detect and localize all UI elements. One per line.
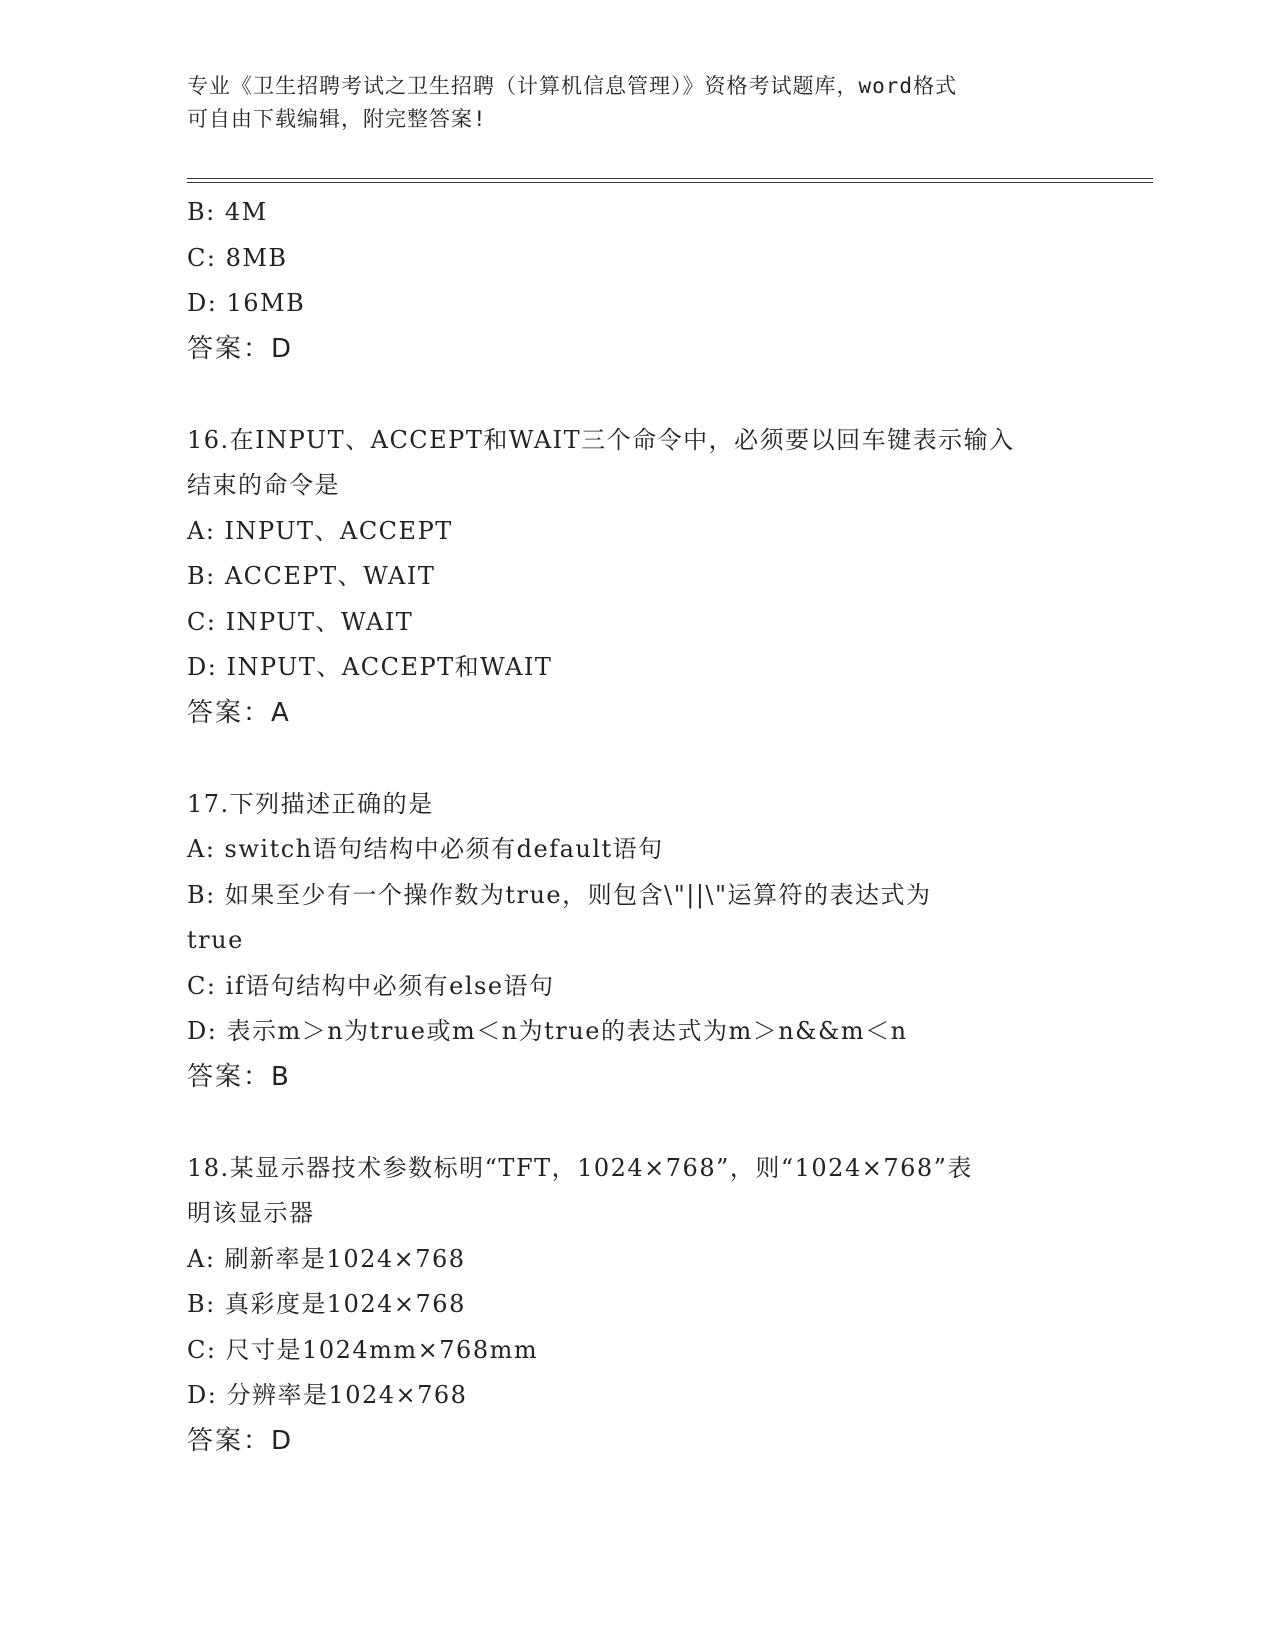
- option-c: C: if语句结构中必须有else语句: [187, 971, 555, 1000]
- header-divider-top: [187, 178, 1153, 179]
- spacer: [187, 736, 1067, 782]
- option-b: B: 4M: [187, 198, 268, 226]
- option-a: A: 刷新率是1024×768: [187, 1244, 466, 1273]
- option-d: D: 16MB: [187, 289, 306, 317]
- page-header: [187, 70, 1067, 136]
- option-b: B: 真彩度是1024×768: [187, 1290, 466, 1318]
- question-stem-cont: 明该显示器: [187, 1199, 315, 1227]
- header-divider-bottom: [187, 182, 1153, 183]
- option-a: A: INPUT、ACCEPT: [187, 516, 453, 545]
- answer: 答案：D: [187, 333, 294, 364]
- option-c: C: 8MB: [187, 243, 288, 272]
- question-stem: 17.下列描述正确的是: [187, 789, 434, 818]
- header-title-line-2: 可自由下载编辑，附完整答案!: [187, 107, 487, 131]
- option-d: D: INPUT、ACCEPT和WAIT: [187, 653, 553, 681]
- option-c: C: INPUT、WAIT: [187, 607, 414, 636]
- option-d: D: 表示m＞n为true或m＜n为true的表达式为m＞n&&m＜n: [187, 1017, 908, 1045]
- question-17: [187, 782, 1067, 1101]
- answer: 答案：B: [187, 1061, 291, 1092]
- question-stem: 16.在INPUT、ACCEPT和WAIT三个命令中，必须要以回车键表示输入: [187, 425, 1015, 454]
- question-stem: 18.某显示器技术参数标明“TFT，1024×768”，则“1024×768”表: [187, 1153, 973, 1182]
- option-b-cont: true: [187, 926, 244, 954]
- option-b: B: 如果至少有一个操作数为true，则包含\"||\"运算符的表达式为: [187, 880, 932, 909]
- answer: 答案：D: [187, 1425, 294, 1456]
- header-title-line-1: 专业《卫生招聘考试之卫生招聘（计算机信息管理）》资格考试题库，word格式: [187, 74, 958, 98]
- question-15-tail: [187, 190, 1067, 372]
- option-c: C: 尺寸是1024mm×768mm: [187, 1335, 539, 1364]
- question-list: [187, 190, 1067, 1464]
- answer: 答案：A: [187, 697, 291, 728]
- option-d: D: 分辨率是1024×768: [187, 1381, 468, 1409]
- question-stem-cont: 结束的命令是: [187, 471, 340, 499]
- question-18: [187, 1146, 1067, 1465]
- option-a: A: switch语句结构中必须有default语句: [187, 835, 664, 863]
- option-b: B: ACCEPT、WAIT: [187, 562, 436, 590]
- spacer: [187, 372, 1067, 418]
- spacer: [187, 1100, 1067, 1146]
- question-16: [187, 418, 1067, 737]
